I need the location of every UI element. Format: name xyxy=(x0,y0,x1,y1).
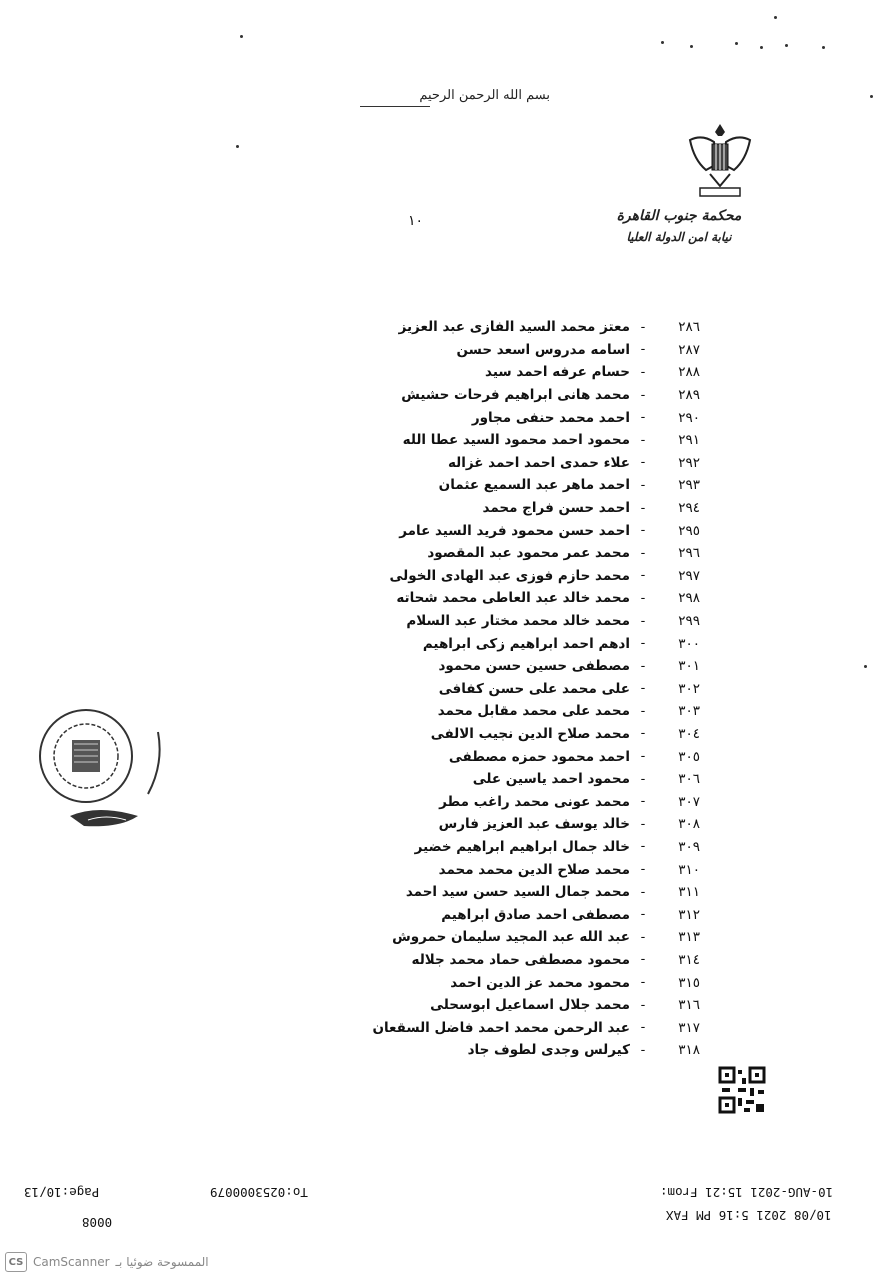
entry-dash: - xyxy=(640,432,646,448)
letterhead-line-1: محكمة جنوب القاهرة xyxy=(616,208,742,224)
entry-number: ٣٠٤ xyxy=(678,725,700,742)
entry-dash: - xyxy=(640,590,646,606)
entry-number: ٣٠٦ xyxy=(678,771,700,788)
entry-name: محمد صلاح الدين نجيب الالفى xyxy=(430,725,630,742)
list-item xyxy=(340,429,700,452)
list-item xyxy=(340,903,700,926)
list-item xyxy=(340,339,700,362)
entry-number: ٣٠١ xyxy=(678,658,700,675)
basmala-header: بسم الله الرحمن الرحيم xyxy=(419,88,550,103)
entry-dash: - xyxy=(640,477,646,493)
list-item xyxy=(340,316,700,339)
entry-dash: - xyxy=(640,907,646,923)
name-list xyxy=(340,316,700,1062)
entry-dash: - xyxy=(640,816,646,832)
list-item xyxy=(340,587,700,610)
entry-number: ٣٠٩ xyxy=(678,838,700,855)
entry-number: ٣١٤ xyxy=(678,951,700,968)
entry-name: معتز محمد السيد الفازى عبد العزيز xyxy=(398,319,630,336)
entry-dash: - xyxy=(640,523,646,539)
list-item xyxy=(340,678,700,701)
entry-name: احمد محمد حنفى مجاور xyxy=(471,409,630,426)
list-item xyxy=(340,971,700,994)
letterhead-line-2: نيابة امن الدولة العليا xyxy=(626,230,732,244)
list-item xyxy=(340,632,700,655)
entry-number: ٢٨٨ xyxy=(678,364,700,381)
entry-dash: - xyxy=(640,929,646,945)
entry-number: ٣٠٥ xyxy=(678,748,700,765)
entry-number: ٣٠٨ xyxy=(678,816,700,833)
entry-dash: - xyxy=(640,410,646,426)
camscanner-logo-icon: CS xyxy=(5,1252,27,1272)
entry-dash: - xyxy=(640,703,646,719)
entry-name: محمد جمال السيد حسن سيد احمد xyxy=(405,884,630,901)
entry-name: محمد على محمد مقابل محمد xyxy=(437,703,630,720)
entry-number: ٣١٧ xyxy=(678,1019,700,1036)
list-item xyxy=(340,452,700,475)
camscanner-watermark xyxy=(5,1251,209,1273)
entry-dash: - xyxy=(640,658,646,674)
entry-name: على محمد على حسن كفافى xyxy=(438,680,630,697)
entry-dash: - xyxy=(640,726,646,742)
entry-name: محمود مصطفى حماد محمد جلاله xyxy=(411,951,630,968)
entry-dash: - xyxy=(640,364,646,380)
entry-number: ٢٩٦ xyxy=(678,545,700,562)
entry-name: محمود احمد ياسين على xyxy=(472,771,630,788)
list-item xyxy=(340,406,700,429)
entry-name: محمد خالد عبد العاطى محمد شحاته xyxy=(396,590,630,607)
list-item xyxy=(340,858,700,881)
entry-dash: - xyxy=(640,952,646,968)
entry-name: ادهم احمد ابراهيم زكى ابراهيم xyxy=(422,635,630,652)
entry-number: ٢٨٩ xyxy=(678,387,700,404)
entry-number: ٣٠٢ xyxy=(678,680,700,697)
entry-number: ٣١١ xyxy=(678,884,700,901)
entry-name: اسامه مدروس اسعد حسن xyxy=(456,341,630,358)
entry-dash: - xyxy=(640,636,646,652)
entry-dash: - xyxy=(640,975,646,991)
fax-code-line: 0008 xyxy=(82,1215,113,1230)
list-item xyxy=(340,700,700,723)
entry-dash: - xyxy=(640,1042,646,1058)
entry-name: محمد حازم فوزى عبد الهادى الخولى xyxy=(389,567,630,584)
entry-name: خالد جمال ابراهيم ابراهيم خضير xyxy=(414,838,630,855)
list-item xyxy=(340,745,700,768)
list-item xyxy=(340,1039,700,1062)
entry-number: ٣١٣ xyxy=(678,929,700,946)
list-item xyxy=(340,723,700,746)
entry-dash: - xyxy=(640,545,646,561)
list-item xyxy=(340,655,700,678)
fax-to-line: To:0253000079 xyxy=(210,1185,308,1200)
entry-name: عبد الرحمن محمد احمد فاضل السقعان xyxy=(372,1019,630,1036)
list-item xyxy=(340,542,700,565)
entry-number: ٣١٠ xyxy=(678,861,700,878)
entry-name: محمود احمد محمود السيد عطا الله xyxy=(402,432,630,449)
entry-number: ٣١٦ xyxy=(678,997,700,1014)
entry-dash: - xyxy=(640,387,646,403)
entry-name: احمد ماهر عبد السميع عثمان xyxy=(438,477,630,494)
entry-name: احمد حسن فراج محمد xyxy=(482,500,630,517)
list-item xyxy=(340,926,700,949)
entry-name: علاء حمدى احمد احمد غزاله xyxy=(447,454,630,471)
camscanner-arabic-text: الممسوحة ضوئيا بـ xyxy=(115,1255,209,1269)
entry-number: ٢٩٠ xyxy=(678,409,700,426)
entry-name: محمد صلاح الدين محمد محمد xyxy=(438,861,630,878)
list-item xyxy=(340,610,700,633)
list-item xyxy=(340,519,700,542)
entry-number: ٣٠٠ xyxy=(678,635,700,652)
entry-dash: - xyxy=(640,681,646,697)
entry-dash: - xyxy=(640,568,646,584)
letterhead xyxy=(599,205,759,247)
entry-name: كيرلس وجدى لطوف جاد xyxy=(467,1042,630,1059)
entry-dash: - xyxy=(640,613,646,629)
entry-number: ٢٩٨ xyxy=(678,590,700,607)
page-number: ١٠ xyxy=(408,213,424,229)
entry-dash: - xyxy=(640,342,646,358)
list-item xyxy=(340,949,700,972)
entry-number: ٢٩٧ xyxy=(678,567,700,584)
entry-number: ٣١٨ xyxy=(678,1042,700,1059)
fax-date-line: 10/08 2021 5:16 PM FAX xyxy=(666,1208,832,1223)
list-item xyxy=(340,768,700,791)
list-item xyxy=(340,813,700,836)
list-item xyxy=(340,836,700,859)
entry-number: ٣٠٣ xyxy=(678,703,700,720)
entry-name: احمد حسن محمود فريد السيد عامر xyxy=(399,522,630,539)
entry-dash: - xyxy=(640,862,646,878)
entry-name: محمد خالد محمد مختار عبد السلام xyxy=(406,613,630,630)
entry-name: مصطفى حسين حسن محمود xyxy=(438,658,630,675)
list-item xyxy=(340,790,700,813)
entry-number: ٢٩١ xyxy=(678,432,700,449)
official-seal-stamp-icon xyxy=(8,704,168,834)
entry-dash: - xyxy=(640,771,646,787)
fax-page-line: Page:10/13 xyxy=(24,1185,100,1200)
entry-dash: - xyxy=(640,997,646,1013)
entry-name: محمود محمد عز الدين احمد xyxy=(450,974,630,991)
entry-name: محمد عونى محمد راغب مطر xyxy=(439,793,630,810)
entry-dash: - xyxy=(640,884,646,900)
eagle-emblem-icon xyxy=(684,120,756,200)
entry-name: محمد عمر محمود عبد المقصود xyxy=(427,545,630,562)
entry-dash: - xyxy=(640,500,646,516)
entry-name: خالد يوسف عبد العزيز فارس xyxy=(438,816,630,833)
entry-number: ٣١٥ xyxy=(678,974,700,991)
entry-name: محمد هانى ابراهيم فرحات حشيش xyxy=(401,387,630,404)
entry-dash: - xyxy=(640,839,646,855)
entry-name: مصطفى احمد صادق ابراهيم xyxy=(441,906,630,923)
entry-number: ٢٨٦ xyxy=(678,319,700,336)
list-item xyxy=(340,384,700,407)
entry-number: ٣٠٧ xyxy=(678,793,700,810)
entry-name: احمد محمود حمزه مصطفى xyxy=(448,748,630,765)
entry-name: عبد الله عبد المجيد سليمان حمروش xyxy=(392,929,630,946)
entry-name: حسام عرفه احمد سيد xyxy=(485,364,630,381)
entry-dash: - xyxy=(640,794,646,810)
entry-name: محمد جلال اسماعيل ابوسحلى xyxy=(430,997,630,1014)
list-item xyxy=(340,565,700,588)
list-item xyxy=(340,881,700,904)
entry-dash: - xyxy=(640,319,646,335)
list-item xyxy=(340,994,700,1017)
entry-number: ٢٩٩ xyxy=(678,613,700,630)
entry-dash: - xyxy=(640,1020,646,1036)
fax-from-line: 10-AUG-2021 15:21 From: xyxy=(660,1185,834,1200)
entry-number: ٢٩٤ xyxy=(678,500,700,517)
entry-number: ٢٩٥ xyxy=(678,522,700,539)
entry-dash: - xyxy=(640,455,646,471)
list-item xyxy=(340,1016,700,1039)
entry-number: ٢٩٢ xyxy=(678,454,700,471)
entry-number: ٢٨٧ xyxy=(678,341,700,358)
entry-dash: - xyxy=(640,749,646,765)
basmala-underline xyxy=(360,106,430,107)
list-item xyxy=(340,474,700,497)
qr-code-icon xyxy=(718,1066,766,1114)
list-item xyxy=(340,497,700,520)
entry-number: ٣١٢ xyxy=(678,906,700,923)
list-item xyxy=(340,361,700,384)
camscanner-text: CamScanner xyxy=(33,1255,110,1269)
entry-number: ٢٩٣ xyxy=(678,477,700,494)
